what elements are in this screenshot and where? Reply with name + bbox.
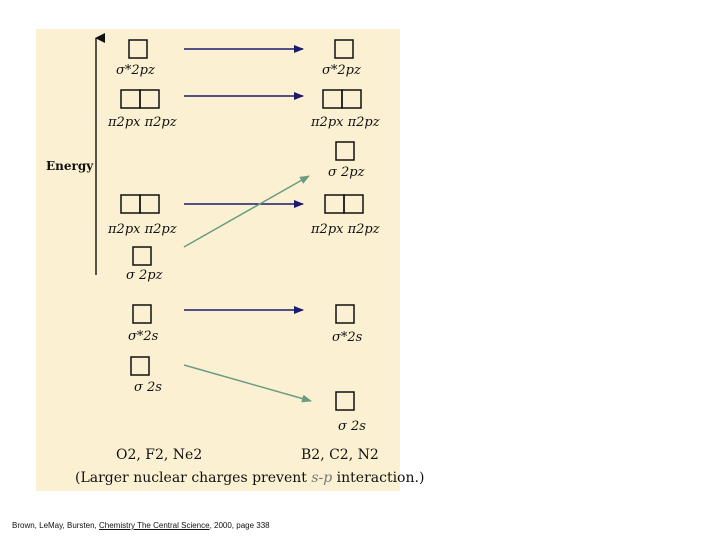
orbital-box bbox=[131, 357, 149, 375]
orbital-box bbox=[335, 40, 353, 58]
orbital-label: σ*2s bbox=[128, 329, 159, 344]
orbital-label: σ 2pz bbox=[126, 268, 163, 283]
footnote-suffix: interaction.) bbox=[332, 470, 425, 486]
energy-label: Energy bbox=[46, 159, 94, 173]
orbital-label: σ*2s bbox=[332, 330, 363, 345]
footnote-prefix: (Larger nuclear charges prevent bbox=[75, 470, 312, 486]
orbital-box bbox=[325, 195, 344, 213]
orbital-box bbox=[336, 305, 354, 323]
orbital-label: σ*2pz bbox=[322, 63, 361, 78]
right-group-label: B2, C2, N2 bbox=[301, 447, 379, 463]
orbital-label: π2px π2pz bbox=[108, 222, 177, 237]
orbital-box bbox=[342, 90, 361, 108]
orbital-label: σ 2pz bbox=[328, 165, 365, 180]
arrow-sigma-2s bbox=[184, 365, 311, 401]
orbital-box bbox=[121, 195, 140, 213]
orbital-box bbox=[344, 195, 363, 213]
orbital-box bbox=[336, 142, 354, 160]
citation bbox=[12, 521, 270, 530]
citation-authors: Brown, LeMay, Bursten, bbox=[12, 521, 99, 530]
citation-title: Chemistry The Central Science bbox=[99, 521, 210, 530]
orbital-box bbox=[336, 392, 354, 410]
orbital-box bbox=[121, 90, 140, 108]
orbital-label: π2px π2pz bbox=[108, 115, 177, 130]
arrow-sigma-2pz bbox=[184, 176, 309, 247]
orbital-box bbox=[133, 305, 151, 323]
left-group-label: O2, F2, Ne2 bbox=[116, 447, 203, 463]
footnote bbox=[75, 470, 424, 486]
orbital-box bbox=[133, 247, 151, 265]
orbital-label: σ 2s bbox=[134, 380, 162, 395]
orbital-label: σ*2pz bbox=[116, 63, 155, 78]
orbital-box bbox=[140, 195, 159, 213]
orbital-label: π2px π2pz bbox=[311, 115, 380, 130]
orbital-box bbox=[323, 90, 342, 108]
footnote-emphasis: s-p bbox=[311, 470, 333, 486]
citation-rest: , 2000, page 338 bbox=[209, 521, 270, 530]
orbital-box bbox=[129, 40, 147, 58]
orbital-label: σ 2s bbox=[338, 419, 366, 434]
orbital-label: π2px π2pz bbox=[311, 222, 380, 237]
orbital-box bbox=[140, 90, 159, 108]
